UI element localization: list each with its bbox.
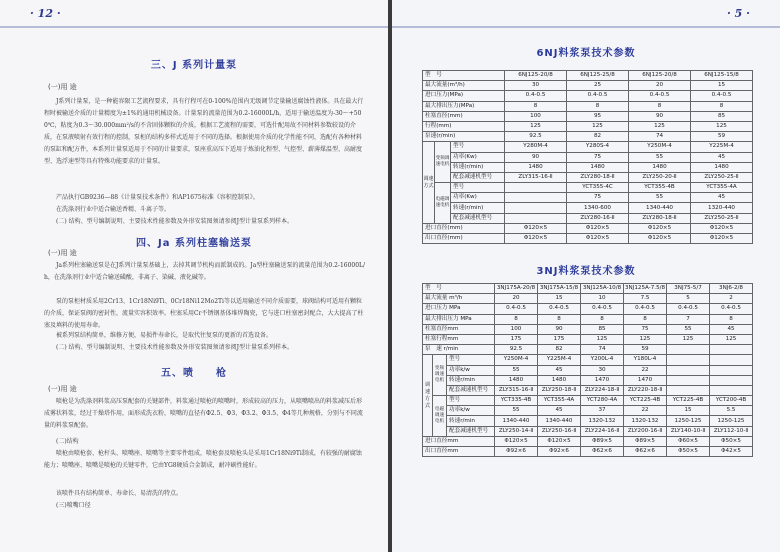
- table-cell: ZLY280-18-Ⅱ: [629, 213, 691, 223]
- table-cell: 1340-440: [538, 416, 581, 426]
- table-cell: 20: [629, 81, 691, 91]
- table-cell: YCT355-4A: [538, 396, 581, 406]
- section-paragraph: (二) 结构、型号编制说明、主要技术性能参数及外形安装图须请参阅J型计量泵系列样本。: [56, 218, 293, 225]
- table-row: [423, 213, 753, 223]
- table-cell: 2: [710, 294, 753, 304]
- row-label: 出口直径mm: [423, 447, 495, 457]
- table-cell: 85: [691, 111, 753, 121]
- page-number-left: · 12 ·: [30, 7, 61, 20]
- table-cell: 1480: [495, 375, 538, 385]
- table-cell: 3NJ6-2/8: [710, 284, 753, 294]
- table-row: [423, 203, 753, 213]
- row-label: 进口压力 MPa: [423, 304, 495, 314]
- table-cell: [710, 365, 753, 375]
- table-cell: 1480: [691, 162, 753, 172]
- table-cell: Φ62×6: [581, 447, 624, 457]
- left-page: [0, 0, 388, 552]
- table-cell: 125: [710, 334, 753, 344]
- table-row: [423, 345, 753, 355]
- table-cell: ZLY224-16-Ⅱ: [581, 426, 624, 436]
- table-cell: 1480: [505, 162, 567, 172]
- row-label: 泵 速 r/min: [423, 345, 495, 355]
- table-cell: 0.4-0.5: [538, 304, 581, 314]
- table-cell: 100: [495, 324, 538, 334]
- row-label: 功率(Kw): [451, 152, 505, 162]
- table-cell: [710, 355, 753, 365]
- table-cell: 125: [505, 121, 567, 131]
- table-cell: ZLY250-25-Ⅱ: [691, 213, 753, 223]
- table-cell: 92.5: [505, 132, 567, 142]
- section-subtitle: (一)用 途: [48, 385, 77, 393]
- table-cell: 45: [691, 152, 753, 162]
- table-row: [423, 324, 753, 334]
- table-row: [423, 284, 753, 294]
- table-cell: Φ120×5: [629, 223, 691, 233]
- table-cell: [667, 355, 710, 365]
- table-cell: 74: [629, 132, 691, 142]
- table-cell: 125: [581, 334, 624, 344]
- row-label: 配套减速机型号: [447, 385, 495, 395]
- table-cell: 8: [567, 101, 629, 111]
- table-row: [423, 91, 753, 101]
- table-cell: 30: [505, 81, 567, 91]
- table-cell: ZLY250-16-Ⅱ: [538, 426, 581, 436]
- row-label: 功率(Kw): [451, 193, 505, 203]
- row-label: 型 号: [423, 284, 495, 294]
- table-cell: ZLY250-25-Ⅱ: [691, 172, 753, 182]
- table-row: [423, 71, 753, 81]
- row-label: 配套减速机型号: [451, 213, 505, 223]
- table-cell: 82: [567, 132, 629, 142]
- table-cell: [667, 375, 710, 385]
- table-cell: [667, 345, 710, 355]
- table-cell: [667, 365, 710, 375]
- table-cell: YCT355-4B: [629, 183, 691, 193]
- table-cell: 75: [567, 152, 629, 162]
- table-cell: 8: [691, 101, 753, 111]
- table-row: [423, 111, 753, 121]
- table-cell: 1470: [581, 375, 624, 385]
- table-cell: ZLY280-16-Ⅱ: [567, 213, 629, 223]
- table-cell: Y225M-4: [538, 355, 581, 365]
- table-cell: 59: [624, 345, 667, 355]
- table-cell: Y280M-4: [505, 142, 567, 152]
- table-cell: 55: [629, 152, 691, 162]
- table-row: [423, 406, 753, 416]
- table-cell: Φ120×5: [567, 234, 629, 244]
- table-cell: 0.4-0.5: [505, 91, 567, 101]
- table-cell: 8: [710, 314, 753, 324]
- row-label: 进口压力(MPa): [423, 91, 505, 101]
- table-cell: Φ62×6: [624, 447, 667, 457]
- row-label: 型号: [447, 396, 495, 406]
- section-paragraph: 泵的泵柜材质采用2Cr13、1Cr18Ni9Ti、0Cr18Ni12Mo2Ti等以适用输送不同介质需要，球阀结构可适用有颗粒的介质，保证泵阀的密封性，流量实容积效率。柱塞采用Cr不锈钢基体堆焊陶瓷，它与进口柱塞密封配合，大大提高了柱塞及填料的使用寿命。: [44, 298, 364, 329]
- table-row: [423, 223, 753, 233]
- table-cell: ZLY112-10-Ⅱ: [710, 426, 753, 436]
- row-label: 行程(mm): [423, 121, 505, 131]
- table-cell: ZLY280-18-Ⅱ: [567, 172, 629, 182]
- table-row: [423, 375, 753, 385]
- table-cell: 1480: [538, 375, 581, 385]
- table-cell: 125: [629, 121, 691, 131]
- table-cell: 3NJ75-5/7: [667, 284, 710, 294]
- table-row: [423, 385, 753, 395]
- table-row: [423, 426, 753, 436]
- row-label: 最大流量 m³/h: [423, 294, 495, 304]
- table-row: [423, 334, 753, 344]
- table-cell: 92.5: [495, 345, 538, 355]
- section-title: 三、J 系列计量泵: [150, 60, 238, 71]
- table-cell: Φ50×5: [710, 436, 753, 446]
- table-cell: YCT200-4B: [710, 396, 753, 406]
- table-cell: 1320-440: [691, 203, 753, 213]
- table-cell: 10: [581, 294, 624, 304]
- table-cell: 45: [538, 365, 581, 375]
- table-cell: 20: [495, 294, 538, 304]
- row-label: 型 号: [423, 71, 505, 81]
- table-cell: Φ120×5: [538, 436, 581, 446]
- table-row: [423, 304, 753, 314]
- table-cell: Φ60×5: [667, 436, 710, 446]
- table-row: [423, 101, 753, 111]
- table-row: [423, 314, 753, 324]
- table-cell: 1250-125: [667, 416, 710, 426]
- table-cell: ZLY315-16-Ⅱ: [505, 172, 567, 182]
- table-cell: [505, 183, 567, 193]
- table-cell: 55: [667, 324, 710, 334]
- table-cell: 8: [505, 101, 567, 111]
- spec-table-6nj: [422, 70, 753, 244]
- table-row: [423, 365, 753, 375]
- motor-group-label: 变频调速电机: [435, 142, 451, 183]
- table-cell: ZLY220-18-Ⅱ: [624, 385, 667, 395]
- right-page: [392, 0, 780, 552]
- table-row: [423, 132, 753, 142]
- table-row: [423, 294, 753, 304]
- table-cell: 8: [629, 101, 691, 111]
- table-cell: Y180L-4: [624, 355, 667, 365]
- table-cell: [710, 375, 753, 385]
- table-cell: 8: [495, 314, 538, 324]
- table-cell: [505, 203, 567, 213]
- table-cell: 15: [667, 406, 710, 416]
- table-cell: YCT355-4A: [691, 183, 753, 193]
- section-paragraph: (二)结构: [56, 438, 79, 445]
- table-cell: Φ92×6: [538, 447, 581, 457]
- table-cell: 75: [624, 324, 667, 334]
- row-label: 最大排出压力(MPa): [423, 101, 505, 111]
- table-cell: 125: [567, 121, 629, 131]
- table-cell: YCT225-4B: [667, 396, 710, 406]
- table-cell: 90: [629, 111, 691, 121]
- row-label: 型号: [451, 183, 505, 193]
- table-cell: 3NJ125A-7.5/8: [624, 284, 667, 294]
- table-cell: 45: [538, 406, 581, 416]
- table-cell: 37: [581, 406, 624, 416]
- table-cell: 22: [624, 406, 667, 416]
- table-cell: 15: [691, 81, 753, 91]
- row-label: 柱塞行程mm: [423, 334, 495, 344]
- table-cell: [710, 385, 753, 395]
- table-row: [423, 162, 753, 172]
- section-subtitle: (一)用 途: [48, 83, 77, 91]
- table-cell: 0.4-0.5: [667, 304, 710, 314]
- table-cell: Φ42×5: [710, 447, 753, 457]
- section-paragraph: 喷枪是为洗涤剂料浆高压泵配套的关键部件，料浆通过喷枪的喷嘴时，形成较高的压力，从喷嘴喷出的料浆减压后形成雾状料浆，经过干燥塔作用，面形成洗衣粉，喷嘴的直径有Φ2.5、Φ3、Φ3.2、Φ3.5、Φ4等几种规格，分别与不同流量的料浆泵配套。: [44, 398, 363, 429]
- table-row: [423, 416, 753, 426]
- table-cell: YCT335-4B: [495, 396, 538, 406]
- table-cell: Φ50×5: [667, 447, 710, 457]
- table-cell: 8: [624, 314, 667, 324]
- table-cell: 0.4-0.5: [581, 304, 624, 314]
- section-paragraph: (二) 结构、型号编制说明、主要技术性能参数及外形安装图须请参阅J型计量泵系列样本。: [56, 344, 293, 351]
- table-row: [423, 396, 753, 406]
- row-label: 进口直径mm: [423, 436, 495, 446]
- table-cell: 1320-132: [581, 416, 624, 426]
- motor-group-label: 电磁调速电机: [433, 396, 447, 437]
- section-paragraph: 产品执行GB9236—88《计量泵技术条件》和AP1675标准《容积控制泵》。: [56, 194, 259, 201]
- table-cell: 55: [629, 193, 691, 203]
- table-cell: ZLY315-16-Ⅱ: [495, 385, 538, 395]
- row-label: 配套减速机型号: [451, 172, 505, 182]
- table-cell: 1470: [624, 375, 667, 385]
- table-cell: 6NJ125-25/8: [567, 71, 629, 81]
- table-cell: 175: [538, 334, 581, 344]
- table-row: [423, 183, 753, 193]
- table-cell: 45: [691, 193, 753, 203]
- table-cell: [667, 385, 710, 395]
- table-cell: 1480: [629, 162, 691, 172]
- table-cell: Y250M-4: [495, 355, 538, 365]
- row-label: 柱塞直径mm: [423, 324, 495, 334]
- table-cell: 8: [581, 314, 624, 324]
- table-cell: 0.4-0.5: [710, 304, 753, 314]
- row-label: 转速(r/min): [451, 203, 505, 213]
- table-cell: 55: [495, 406, 538, 416]
- table-cell: 55: [495, 365, 538, 375]
- table-cell: Y250M-4: [629, 142, 691, 152]
- section-subtitle: (一)用 途: [48, 249, 77, 257]
- table-cell: 3NJ125A-10/8: [581, 284, 624, 294]
- table-row: [423, 436, 753, 446]
- section-paragraph: (三)喷嘴口径: [56, 502, 91, 509]
- table-cell: 1480: [567, 162, 629, 172]
- table-cell: ZLY200-16-Ⅱ: [624, 426, 667, 436]
- table-row: [423, 121, 753, 131]
- row-label: 转速r/min: [447, 375, 495, 385]
- table-cell: 100: [505, 111, 567, 121]
- table-cell: Φ120×5: [567, 223, 629, 233]
- row-label: 进口直径(mm): [423, 223, 505, 233]
- table-cell: ZLY250-14-Ⅱ: [495, 426, 538, 436]
- table-row: [423, 81, 753, 91]
- table-row: [423, 447, 753, 457]
- table-cell: 25: [567, 81, 629, 91]
- row-label: 柱塞直径(mm): [423, 111, 505, 121]
- row-label: 型号: [451, 142, 505, 152]
- table-cell: 30: [581, 365, 624, 375]
- table-cell: 3NJ175A-20/8: [495, 284, 538, 294]
- table-cell: 0.4-0.5: [691, 91, 753, 101]
- table-cell: Φ89×5: [624, 436, 667, 446]
- table-cell: 1340-600: [567, 203, 629, 213]
- table-cell: 82: [538, 345, 581, 355]
- table-cell: Φ92×6: [495, 447, 538, 457]
- section-paragraph: 被系列泵结构简单，维修方便，易损件寿命长，是取代往复泵的更新的首选设备。: [56, 332, 273, 339]
- row-label: 出口直径(mm): [423, 234, 505, 244]
- table-cell: [710, 345, 753, 355]
- row-label: 转速(r/min): [451, 162, 505, 172]
- table-cell: 0.4-0.5: [567, 91, 629, 101]
- page-header-band: [392, 4, 780, 28]
- table-cell: 1340-440: [495, 416, 538, 426]
- row-label: 功率k/w: [447, 406, 495, 416]
- table-cell: 1320-132: [624, 416, 667, 426]
- table-cell: 7: [667, 314, 710, 324]
- table-cell: 6NJ125-20/8: [505, 71, 567, 81]
- table-cell: YCT355-4C: [567, 183, 629, 193]
- table-cell: Y225M-4: [691, 142, 753, 152]
- table-cell: 6NJ125-20/8: [629, 71, 691, 81]
- table-cell: 90: [505, 152, 567, 162]
- table-cell: 175: [495, 334, 538, 344]
- table-cell: 6NJ125-15/8: [691, 71, 753, 81]
- table-row: [423, 234, 753, 244]
- drive-group-label: 调速方式: [423, 355, 433, 437]
- table-cell: Φ120×5: [691, 234, 753, 244]
- table-cell: 7.5: [624, 294, 667, 304]
- table-cell: 1340-440: [629, 203, 691, 213]
- row-label: 功率k/w: [447, 365, 495, 375]
- table-row: [423, 152, 753, 162]
- table-cell: ZLY250-20-Ⅱ: [629, 172, 691, 182]
- table-cell: 95: [567, 111, 629, 121]
- table-6nj-title: 6NJ料浆泵技术参数: [536, 48, 636, 59]
- section-paragraph: 该喷件具有结构简单、寿命长、易清洗的特点。: [56, 490, 183, 497]
- page-number-right: · 5 ·: [727, 7, 750, 20]
- table-cell: YCT280-4A: [581, 396, 624, 406]
- spec-table-3nj: [422, 283, 753, 457]
- table-cell: Φ120×5: [691, 223, 753, 233]
- table-cell: 0.4-0.5: [629, 91, 691, 101]
- drive-group-label: 调速方式: [423, 142, 435, 224]
- section-paragraph: Ja系列柱塞输送泵是在J系列计量泵基础上，去掉其调节机构而派制成的。Ja型柱塞输送泵的流量范围为0.2-16000L/h，在洗涤剂行业中适合输送磺酸，非离子、染碱、液化碱等。: [44, 262, 366, 281]
- table-cell: Φ120×5: [495, 436, 538, 446]
- table-cell: 22: [624, 365, 667, 375]
- section-title: 五、喷 枪: [161, 368, 227, 379]
- table-cell: ZLY250-18-Ⅱ: [538, 385, 581, 395]
- row-label: 配套减速机型号: [447, 426, 495, 436]
- table-cell: 125: [691, 121, 753, 131]
- table-cell: ZLY224-18-Ⅱ: [581, 385, 624, 395]
- table-cell: 85: [581, 324, 624, 334]
- row-label: 最大流量(m³/h): [423, 81, 505, 91]
- motor-group-label: 电磁调速电机: [435, 183, 451, 224]
- section-paragraph: 在洗涤剂行业中适合输送香精、斗离子等。: [56, 206, 171, 213]
- table-cell: 90: [538, 324, 581, 334]
- table-cell: 5.5: [710, 406, 753, 416]
- table-3nj-title: 3NJ料浆泵技术参数: [536, 266, 636, 277]
- table-cell: 8: [538, 314, 581, 324]
- row-label: 型号: [447, 355, 495, 365]
- section-paragraph: 喷枪由喷枪套、枪杆头、喷嘴座、喷嘴等主要零件组成，喷枪套及喷枪头是采用1Cr18Ni9Ti制成，有较强的耐腐蚀能力；喷嘴座、喷嘴是喷枪的关键零件，它由YG8硬质合金制成，耐冲刷性能好。: [44, 450, 362, 469]
- table-cell: 45: [710, 324, 753, 334]
- table-row: [423, 172, 753, 182]
- table-cell: Y280S-4: [567, 142, 629, 152]
- row-label: 转速r/min: [447, 416, 495, 426]
- row-label: 泵速(r/min): [423, 132, 505, 142]
- table-cell: 0.4-0.5: [495, 304, 538, 314]
- table-cell: Φ120×5: [505, 223, 567, 233]
- table-cell: 125: [624, 334, 667, 344]
- table-cell: [505, 213, 567, 223]
- table-row: [423, 193, 753, 203]
- table-cell: Φ89×5: [581, 436, 624, 446]
- table-cell: Φ120×5: [505, 234, 567, 244]
- table-row: [423, 355, 753, 365]
- table-cell: 59: [691, 132, 753, 142]
- table-cell: 75: [567, 193, 629, 203]
- table-cell: 74: [581, 345, 624, 355]
- section-paragraph: J系列计量泵，是一种能容限工艺流程要求，具有行程可在0-100%范围内无级调节定量输送腐蚀性液体。具在最大行程时被输送介质的计量精度为±1%的通用机械设备。计量泵的流量范围为0.2-16000L/h，适用于输送温度为-30～+500℃，粘度为0.3～30.000mm²/s的不含固体颗粒的介质，根据工艺流程的需要，可选什配用故不同材料参数较设的介质，在泵液喷射有效行程的控制，泵柜的结构多样式适用于不同的选择。根据使用介质的化学性能不同，选配有各种材料的泵缸和配方件，本系列计量泵适用于不同的计量要求，泵座重高压下适用于炼油化程型、气控型、薪薄煤温型、高耐度型、选浮速型等具有特殊功能要求的计量泵。: [44, 98, 364, 165]
- table-cell: 0.4-0.5: [624, 304, 667, 314]
- table-cell: YCT225-4B: [624, 396, 667, 406]
- motor-group-label: 变频调速电机: [433, 355, 447, 396]
- table-cell: 15: [538, 294, 581, 304]
- table-cell: Y200L-4: [581, 355, 624, 365]
- row-label: 最大排出压力 MPa: [423, 314, 495, 324]
- table-cell: 125: [667, 334, 710, 344]
- table-cell: Φ120×5: [629, 234, 691, 244]
- table-cell: ZLY140-10-Ⅱ: [667, 426, 710, 436]
- table-row: [423, 142, 753, 152]
- table-cell: 3NJ175A-15/8: [538, 284, 581, 294]
- section-title: 四、Ja 系列柱塞输送泵: [136, 238, 252, 249]
- table-cell: 1250-125: [710, 416, 753, 426]
- table-cell: [505, 193, 567, 203]
- table-cell: 5: [667, 294, 710, 304]
